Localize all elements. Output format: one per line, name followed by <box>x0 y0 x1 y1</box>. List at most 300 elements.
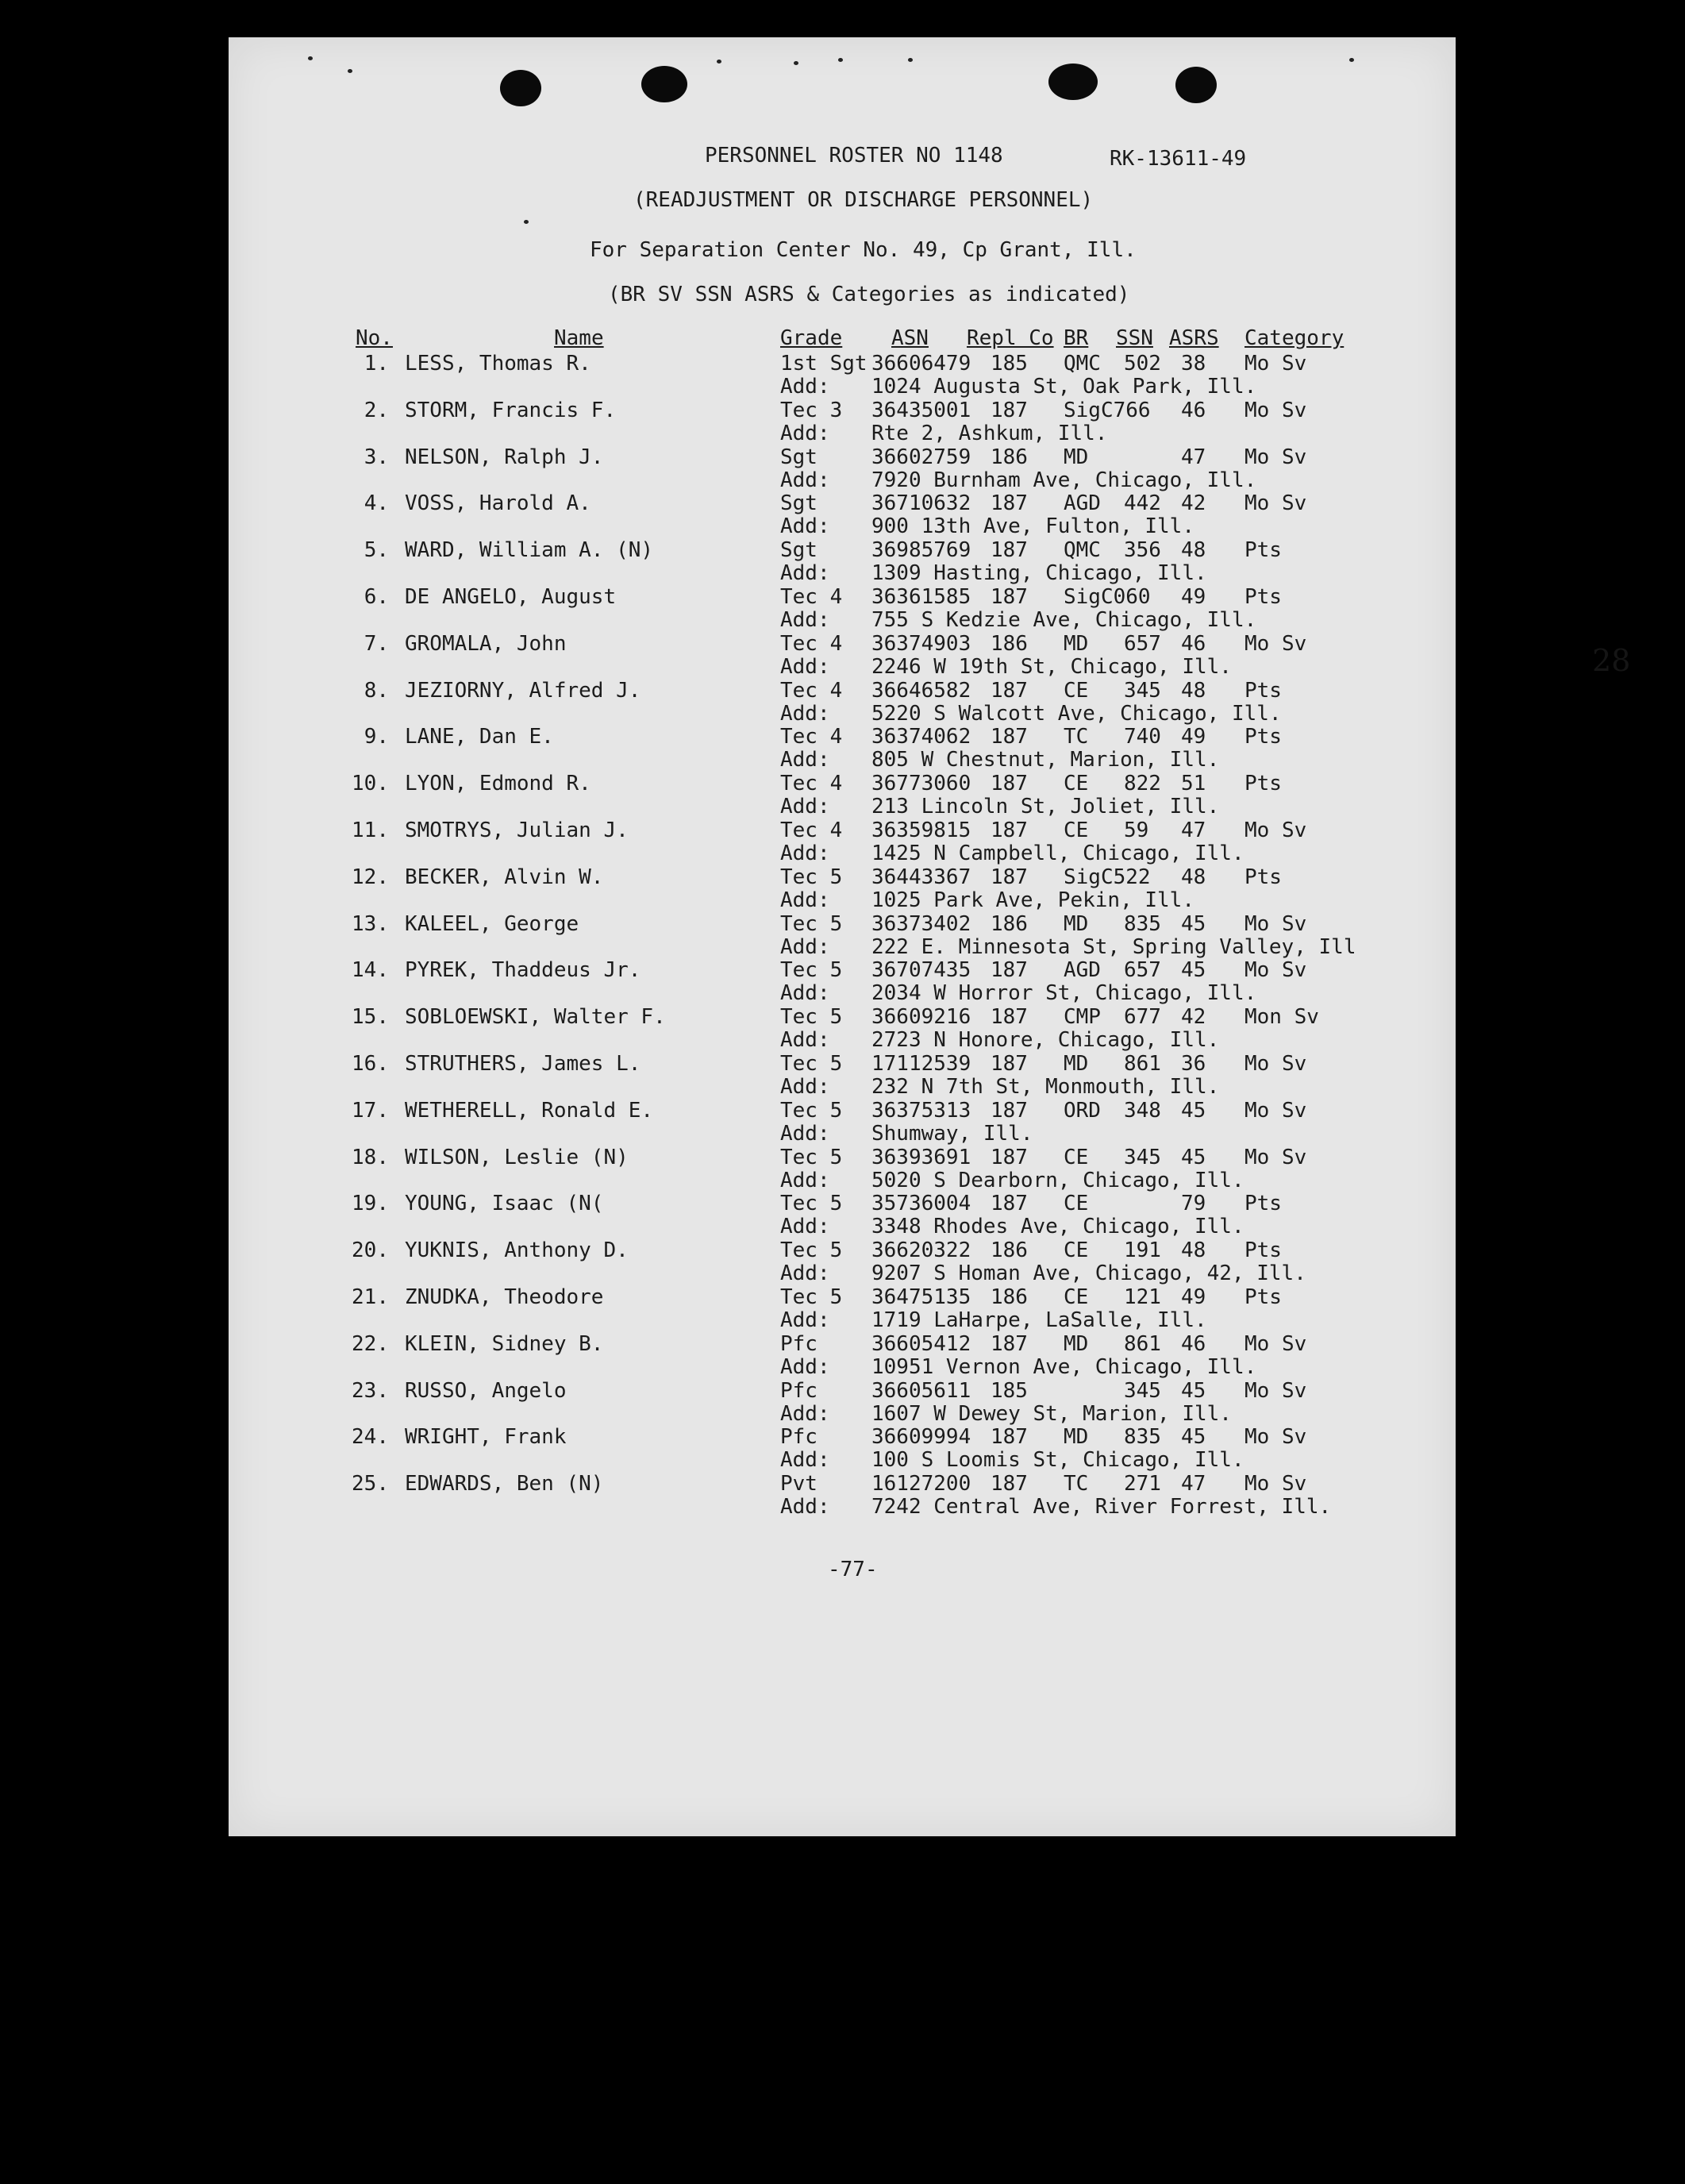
repl-co: 187 <box>991 538 1028 563</box>
category: Mo Sv <box>1245 1331 1307 1356</box>
address-label: Add: <box>780 468 830 492</box>
address: 2034 W Horror St, Chicago, Ill. <box>871 981 1257 1006</box>
ssn: 835 <box>1124 911 1161 936</box>
repl-co: 187 <box>991 1052 1028 1076</box>
person-name: STORM, Francis F. <box>405 398 617 422</box>
asrs-score: 46 <box>1181 631 1206 656</box>
asn: 36393691 <box>871 1145 971 1169</box>
punch-hole <box>1175 67 1217 103</box>
asn: 36605412 <box>871 1331 971 1356</box>
branch: CE <box>1064 1238 1089 1263</box>
asrs-score: 46 <box>1181 1331 1206 1356</box>
asn: 36435001 <box>871 398 971 422</box>
address: Shumway, Ill. <box>871 1121 1033 1146</box>
asrs-score: 47 <box>1181 819 1206 842</box>
grade: Tec 5 <box>780 911 843 936</box>
grade: Tec 5 <box>780 1005 843 1030</box>
category: Pts <box>1245 725 1282 749</box>
address: 2246 W 19th St, Chicago, Ill. <box>871 654 1232 679</box>
ssn: 861 <box>1124 1331 1161 1356</box>
branch: QMC <box>1064 538 1101 563</box>
branch: SigC522 <box>1064 865 1151 889</box>
col-header-asrs: ASRS <box>1169 326 1219 350</box>
asrs-score: 48 <box>1181 538 1206 563</box>
table-row <box>229 1238 1456 1285</box>
person-name: DE ANGELO, August <box>405 585 617 609</box>
person-name: KALEEL, George <box>405 911 579 936</box>
address-label: Add: <box>780 981 830 1006</box>
table-row <box>229 1425 1456 1471</box>
asrs-score: 49 <box>1181 1285 1206 1309</box>
asrs-score: 49 <box>1181 725 1206 749</box>
table-row <box>229 772 1456 818</box>
person-name: PYREK, Thaddeus Jr. <box>405 958 641 983</box>
repl-co: 187 <box>991 1005 1028 1030</box>
document-page <box>229 37 1631 1836</box>
address-label: Add: <box>780 654 830 679</box>
asn: 36361585 <box>871 585 971 609</box>
category: Pts <box>1245 678 1282 703</box>
category: Mo Sv <box>1245 819 1307 842</box>
repl-co: 187 <box>991 865 1028 889</box>
branch: CE <box>1064 1285 1089 1309</box>
address-label: Add: <box>780 1121 830 1146</box>
branch: MD <box>1064 1052 1089 1076</box>
person-name: WRIGHT, Frank <box>405 1425 567 1450</box>
ssn: 502 <box>1124 352 1161 376</box>
asn: 35736004 <box>871 1192 971 1216</box>
address-label: Add: <box>780 1075 830 1099</box>
address-label: Add: <box>780 375 830 399</box>
branch: MD <box>1064 911 1089 936</box>
address: Rte 2, Ashkum, Ill. <box>871 421 1108 445</box>
ssn: 442 <box>1124 491 1161 516</box>
table-row <box>229 352 1456 398</box>
address: 222 E. Minnesota St, Spring Valley, Ill <box>871 934 1356 959</box>
branch: MD <box>1064 1331 1089 1356</box>
branch: MD <box>1064 445 1089 469</box>
asrs-score: 42 <box>1181 491 1206 516</box>
asrs-score: 79 <box>1181 1192 1206 1216</box>
table-row <box>229 1332 1456 1378</box>
branch: CE <box>1064 819 1089 842</box>
address-label: Add: <box>780 1448 830 1473</box>
person-name: WETHERELL, Ronald E. <box>405 1098 654 1123</box>
person-name: JEZIORNY, Alfred J. <box>405 678 641 703</box>
person-name: NELSON, Ralph J. <box>405 445 604 469</box>
table-row <box>229 912 1456 958</box>
person-name: LESS, Thomas R. <box>405 352 591 376</box>
person-name: WARD, William A. (N) <box>405 538 654 563</box>
person-name: YUKNIS, Anthony D. <box>405 1238 629 1263</box>
address-label: Add: <box>780 1261 830 1286</box>
ssn: 822 <box>1124 772 1161 796</box>
roster-reference: RK-13611-49 <box>1110 147 1247 171</box>
branch: MD <box>1064 631 1089 656</box>
grade: Sgt <box>780 491 817 516</box>
table-row <box>229 1005 1456 1051</box>
address-label: Add: <box>780 842 830 865</box>
address: 10951 Vernon Ave, Chicago, Ill. <box>871 1354 1257 1379</box>
address: 900 13th Ave, Fulton, Ill. <box>871 514 1195 539</box>
ssn: 191 <box>1124 1238 1161 1263</box>
category: Pts <box>1245 585 1282 609</box>
person-name: YOUNG, Isaac (N( <box>405 1192 604 1216</box>
address: 805 W Chestnut, Marion, Ill. <box>871 748 1220 772</box>
row-number: 8. <box>364 678 389 703</box>
table-row <box>229 632 1456 678</box>
branch: ORD <box>1064 1098 1101 1123</box>
asn: 36985769 <box>871 538 971 563</box>
repl-co: 186 <box>991 1285 1028 1309</box>
address: 9207 S Homan Ave, Chicago, 42, Ill. <box>871 1261 1306 1286</box>
category: Pts <box>1245 1238 1282 1263</box>
asn: 36443367 <box>871 865 971 889</box>
table-row <box>229 865 1456 911</box>
repl-co: 187 <box>991 772 1028 796</box>
asn: 16127200 <box>871 1472 971 1496</box>
repl-co: 187 <box>991 585 1028 609</box>
category: Mo Sv <box>1245 445 1307 469</box>
branch: CE <box>1064 1145 1089 1169</box>
grade: Tec 5 <box>780 1192 843 1216</box>
branch: CE <box>1064 772 1089 796</box>
categories-line: (BR SV SSN ASRS & Categories as indicated) <box>608 283 1130 306</box>
category: Mo Sv <box>1245 491 1307 516</box>
address: 5220 S Walcott Ave, Chicago, Ill. <box>871 701 1282 726</box>
grade: Tec 5 <box>780 1145 843 1169</box>
col-header-category: Category <box>1245 326 1345 350</box>
person-name: VOSS, Harold A. <box>405 491 591 516</box>
address: 5020 S Dearborn, Chicago, Ill. <box>871 1168 1245 1192</box>
row-number: 11. <box>352 819 389 842</box>
repl-co: 187 <box>991 819 1028 842</box>
row-number: 6. <box>364 585 389 609</box>
asn: 36375313 <box>871 1098 971 1123</box>
grade: Tec 4 <box>780 772 843 796</box>
separation-center-line: For Separation Center No. 49, Cp Grant, Ill. <box>590 238 1137 262</box>
paper-speck <box>348 69 352 73</box>
grade: Tec 5 <box>780 865 843 889</box>
punch-hole <box>500 70 541 106</box>
asn: 36646582 <box>871 678 971 703</box>
grade: Pfc <box>780 1378 817 1403</box>
table-row <box>229 958 1456 1004</box>
table-row <box>229 399 1456 445</box>
row-number: 24. <box>352 1425 389 1450</box>
row-number: 1. <box>364 352 389 376</box>
row-number: 22. <box>352 1331 389 1356</box>
person-name: LYON, Edmond R. <box>405 772 591 796</box>
table-row <box>229 1052 1456 1098</box>
grade: Sgt <box>780 445 817 469</box>
asrs-score: 45 <box>1181 1378 1206 1403</box>
grade: Tec 5 <box>780 1238 843 1263</box>
category: Mo Sv <box>1245 1052 1307 1076</box>
row-number: 19. <box>352 1192 389 1216</box>
page-number: -77- <box>828 1558 878 1581</box>
address: 232 N 7th St, Monmouth, Ill. <box>871 1075 1220 1099</box>
grade: Tec 3 <box>780 398 843 422</box>
repl-co: 187 <box>991 1425 1028 1450</box>
grade: 1st Sgt <box>780 352 868 376</box>
address-label: Add: <box>780 795 830 819</box>
asrs-score: 49 <box>1181 585 1206 609</box>
grade: Tec 5 <box>780 958 843 983</box>
ssn: 271 <box>1124 1472 1161 1496</box>
repl-co: 187 <box>991 678 1028 703</box>
row-number: 18. <box>352 1145 389 1169</box>
asrs-score: 45 <box>1181 911 1206 936</box>
paper-speck <box>1349 58 1354 62</box>
address-label: Add: <box>780 748 830 772</box>
asrs-score: 38 <box>1181 352 1206 376</box>
person-name: SOBLOEWSKI, Walter F. <box>405 1005 666 1030</box>
address: 7920 Burnham Ave, Chicago, Ill. <box>871 468 1257 492</box>
asn: 36374062 <box>871 725 971 749</box>
col-header-asn: ASN <box>891 326 929 350</box>
repl-co: 186 <box>991 445 1028 469</box>
asn: 36374903 <box>871 631 971 656</box>
paper-speck <box>524 220 529 224</box>
asrs-score: 36 <box>1181 1052 1206 1076</box>
address: 213 Lincoln St, Joliet, Ill. <box>871 795 1220 819</box>
category: Pts <box>1245 772 1282 796</box>
row-number: 9. <box>364 725 389 749</box>
paper-speck <box>794 61 798 65</box>
table-row <box>229 1099 1456 1145</box>
table-row <box>229 538 1456 584</box>
category: Mo Sv <box>1245 1145 1307 1169</box>
asn: 36620322 <box>871 1238 971 1263</box>
row-number: 21. <box>352 1285 389 1309</box>
grade: Tec 5 <box>780 1052 843 1076</box>
person-name: EDWARDS, Ben (N) <box>405 1472 604 1496</box>
branch: CE <box>1064 678 1089 703</box>
repl-co: 187 <box>991 958 1028 983</box>
col-header-no: No. <box>356 326 393 350</box>
address: 1719 LaHarpe, LaSalle, Ill. <box>871 1308 1207 1332</box>
row-number: 23. <box>352 1378 389 1403</box>
asn: 36373402 <box>871 911 971 936</box>
row-number: 4. <box>364 491 389 516</box>
address: 1024 Augusta St, Oak Park, Ill. <box>871 375 1257 399</box>
branch: CE <box>1064 1192 1089 1216</box>
row-number: 14. <box>352 958 389 983</box>
asn: 36773060 <box>871 772 971 796</box>
person-name: BECKER, Alvin W. <box>405 865 604 889</box>
row-number: 15. <box>352 1005 389 1030</box>
address-label: Add: <box>780 888 830 912</box>
repl-co: 187 <box>991 1098 1028 1123</box>
category: Pts <box>1245 865 1282 889</box>
person-name: GROMALA, John <box>405 631 567 656</box>
row-number: 25. <box>352 1472 389 1496</box>
asrs-score: 48 <box>1181 678 1206 703</box>
repl-co: 187 <box>991 398 1028 422</box>
address: 1025 Park Ave, Pekin, Ill. <box>871 888 1195 912</box>
address-label: Add: <box>780 1495 830 1520</box>
branch: SigC060 <box>1064 585 1151 609</box>
asn: 36475135 <box>871 1285 971 1309</box>
category: Pts <box>1245 1285 1282 1309</box>
ssn: 345 <box>1124 678 1161 703</box>
address-label: Add: <box>780 934 830 959</box>
asrs-score: 46 <box>1181 398 1206 422</box>
ssn: 121 <box>1124 1285 1161 1309</box>
ssn: 345 <box>1124 1378 1161 1403</box>
table-row <box>229 1285 1456 1331</box>
repl-co: 186 <box>991 1238 1028 1263</box>
asrs-score: 47 <box>1181 445 1206 469</box>
ssn: 835 <box>1124 1425 1161 1450</box>
asrs-score: 45 <box>1181 958 1206 983</box>
asrs-score: 51 <box>1181 772 1206 796</box>
address: 1309 Hasting, Chicago, Ill. <box>871 561 1207 586</box>
asrs-score: 45 <box>1181 1098 1206 1123</box>
grade: Tec 4 <box>780 725 843 749</box>
asn: 36609216 <box>871 1005 971 1030</box>
address: 2723 N Honore, Chicago, Ill. <box>871 1028 1220 1053</box>
row-number: 13. <box>352 911 389 936</box>
address-label: Add: <box>780 561 830 586</box>
branch: TC <box>1064 725 1089 749</box>
repl-co: 187 <box>991 1192 1028 1216</box>
address: 1607 W Dewey St, Marion, Ill. <box>871 1401 1232 1426</box>
asrs-score: 48 <box>1181 865 1206 889</box>
row-number: 16. <box>352 1052 389 1076</box>
repl-co: 185 <box>991 352 1028 376</box>
category: Mo Sv <box>1245 1472 1307 1496</box>
asn: 36359815 <box>871 819 971 842</box>
ssn: 356 <box>1124 538 1161 563</box>
col-header-name: Name <box>554 326 604 350</box>
branch: SigC766 <box>1064 398 1151 422</box>
person-name: WILSON, Leslie (N) <box>405 1145 629 1169</box>
ssn: 345 <box>1124 1145 1161 1169</box>
grade: Tec 4 <box>780 678 843 703</box>
person-name: KLEIN, Sidney B. <box>405 1331 604 1356</box>
paper-speck <box>717 60 721 64</box>
ssn: 861 <box>1124 1052 1161 1076</box>
asrs-score: 42 <box>1181 1005 1206 1030</box>
ssn: 348 <box>1124 1098 1161 1123</box>
address: 7242 Central Ave, River Forrest, Ill. <box>871 1495 1332 1520</box>
branch: AGD <box>1064 491 1101 516</box>
table-row <box>229 445 1456 491</box>
repl-co: 187 <box>991 725 1028 749</box>
col-header-repl-co: Repl Co <box>967 326 1054 350</box>
address-label: Add: <box>780 1168 830 1192</box>
table-row <box>229 491 1456 537</box>
asn: 36609994 <box>871 1425 971 1450</box>
paper-speck <box>908 58 913 62</box>
grade: Tec 4 <box>780 631 843 656</box>
grade: Sgt <box>780 538 817 563</box>
address-label: Add: <box>780 1215 830 1239</box>
repl-co: 185 <box>991 1378 1028 1403</box>
person-name: ZNUDKA, Theodore <box>405 1285 604 1309</box>
category: Mo Sv <box>1245 352 1307 376</box>
table-row <box>229 725 1456 771</box>
row-number: 3. <box>364 445 389 469</box>
table-row <box>229 1379 1456 1425</box>
row-number: 12. <box>352 865 389 889</box>
grade: Pfc <box>780 1331 817 1356</box>
category: Mo Sv <box>1245 1378 1307 1403</box>
grade: Tec 4 <box>780 819 843 842</box>
col-header-br: BR <box>1064 326 1089 350</box>
category: Mo Sv <box>1245 398 1307 422</box>
row-number: 20. <box>352 1238 389 1263</box>
table-row <box>229 819 1456 865</box>
ssn: 657 <box>1124 631 1161 656</box>
category: Mo Sv <box>1245 1098 1307 1123</box>
repl-co: 186 <box>991 631 1028 656</box>
paper-speck <box>838 58 843 62</box>
asn: 36606479 <box>871 352 971 376</box>
ssn: 59 <box>1124 819 1149 842</box>
address-label: Add: <box>780 514 830 539</box>
category: Pts <box>1245 1192 1282 1216</box>
row-number: 5. <box>364 538 389 563</box>
category: Mo Sv <box>1245 958 1307 983</box>
row-number: 2. <box>364 398 389 422</box>
ssn: 740 <box>1124 725 1161 749</box>
paper-speck <box>308 56 313 60</box>
asrs-score: 48 <box>1181 1238 1206 1263</box>
table-row <box>229 679 1456 725</box>
repl-co: 187 <box>991 1331 1028 1356</box>
category: Mo Sv <box>1245 631 1307 656</box>
category: Mo Sv <box>1245 911 1307 936</box>
category: Mo Sv <box>1245 1425 1307 1450</box>
person-name: SMOTRYS, Julian J. <box>405 819 629 842</box>
branch: MD <box>1064 1425 1089 1450</box>
table-row <box>229 1192 1456 1238</box>
repl-co: 187 <box>991 1472 1028 1496</box>
punch-hole <box>641 66 687 102</box>
row-number: 10. <box>352 772 389 796</box>
branch: QMC <box>1064 352 1101 376</box>
ssn: 657 <box>1124 958 1161 983</box>
grade: Pfc <box>780 1425 817 1450</box>
address-label: Add: <box>780 1354 830 1379</box>
repl-co: 187 <box>991 491 1028 516</box>
category: Mon Sv <box>1245 1005 1319 1030</box>
punch-hole <box>1048 64 1098 100</box>
asn: 36710632 <box>871 491 971 516</box>
asrs-score: 45 <box>1181 1145 1206 1169</box>
address-label: Add: <box>780 1401 830 1426</box>
branch: CMP <box>1064 1005 1101 1030</box>
asrs-score: 47 <box>1181 1472 1206 1496</box>
grade: Tec 4 <box>780 585 843 609</box>
address: 3348 Rhodes Ave, Chicago, Ill. <box>871 1215 1245 1239</box>
address-label: Add: <box>780 421 830 445</box>
table-row <box>229 585 1456 631</box>
asn: 36605611 <box>871 1378 971 1403</box>
col-header-ssn: SSN <box>1116 326 1153 350</box>
asrs-score: 45 <box>1181 1425 1206 1450</box>
ssn: 677 <box>1124 1005 1161 1030</box>
address: 755 S Kedzie Ave, Chicago, Ill. <box>871 608 1257 632</box>
branch: TC <box>1064 1472 1089 1496</box>
grade: Pvt <box>780 1472 817 1496</box>
table-row <box>229 1146 1456 1192</box>
asn: 36707435 <box>871 958 971 983</box>
repl-co: 187 <box>991 1145 1028 1169</box>
